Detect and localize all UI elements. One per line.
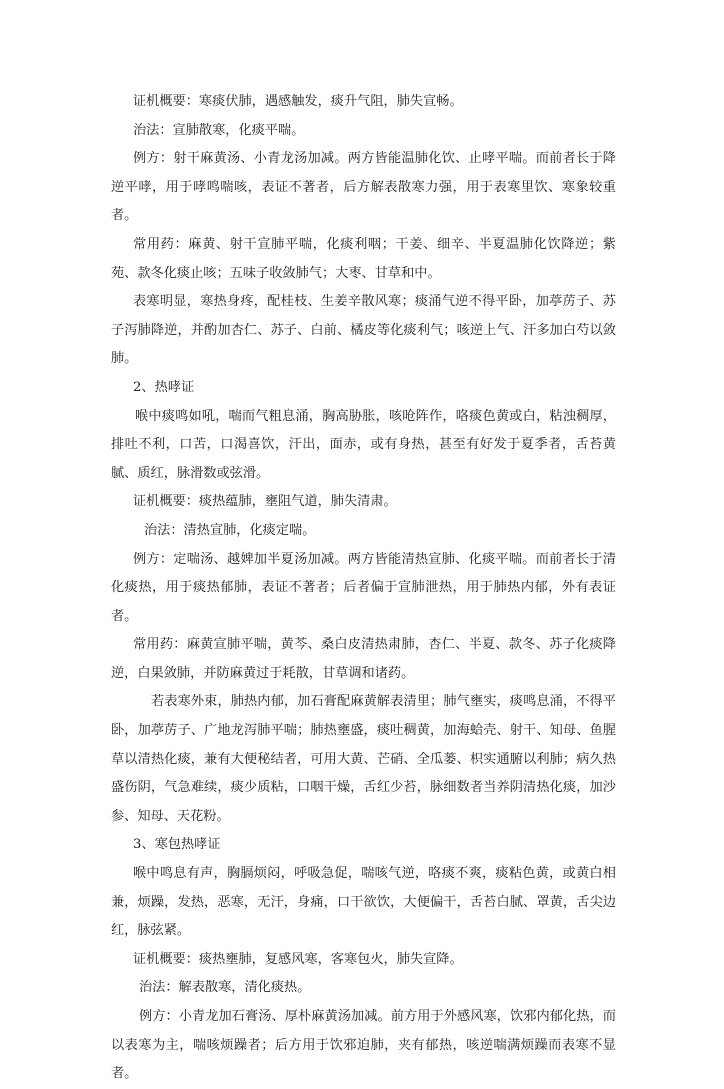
paragraph-symptoms-3: 喉中鸣息有声，胸膈烦闷，呼吸急促，喘咳气逆，咯痰不爽，痰粘色黄，或黄白相兼，烦躁，发热，恶寒，无汗，身痛，口干欲饮，大便偏干，舌苔白腻、罩黄，舌尖边红，脉弦紧。 — [111, 866, 616, 939]
paragraph-formula-1: 例方：射干麻黄汤、小青龙汤加减。两方皆能温肺化饮、止哮平喘。而前者长于降逆平哮，用于哮鸣喘咳，表证不著者，后方解表散寒力强，用于表寒里饮、寒象较重者。 — [111, 151, 616, 224]
paragraph-treatment-1: 治法：宣肺散寒，化痰平喘。 — [133, 122, 305, 138]
paragraph-symptoms-2: 喉中痰鸣如吼，喘而气粗息涌，胸高胁胀，咳呛阵作，咯痰色黄或白，粘浊稠厚，排吐不利，口苦，口渴喜饮，汗出，面赤，或有身热，甚至有好发于夏季者，舌苔黄腻、质红，脉滑数或弦滑。 — [111, 408, 616, 481]
paragraph-herbs-1: 常用药：麻黄、射干宣肺平喘，化痰利咽；干姜、细辛、半夏温肺化饮降逆；紫苑、款冬化痰止咳；五味子收敛肺气；大枣、甘草和中。 — [111, 236, 616, 281]
paragraph-modification-2: 若表寒外束，肺热内郁，加石膏配麻黄解表清里；肺气壅实，痰鸣息涌，不得平卧，加葶苈子、广地龙泻肺平喘；肺热壅盛，痰吐稠黄，加海蛤壳、射干、知母、鱼腥草以清热化痰，兼有大便秘结者，可用大黄、芒硝、全瓜蒌、枳实通腑以利肺；病久热盛伤阴，气急难续，痰少质粘，口咽干燥，舌红少苔，脉细数者当养阴清热化痰，加沙参、知母、天花粉。 — [111, 694, 616, 824]
paragraph-formula-2: 例方：定喘汤、越婢加半夏汤加减。两方皆能清热宣肺、化痰平喘。而前者长于清化痰热，用于痰热郁肺，表证不著者；后者偏于宣肺泄热，用于肺热内郁，外有表证者。 — [111, 551, 616, 624]
paragraph-formula-3: 例方：小青龙加石膏汤、厚朴麻黄汤加减。前方用于外感风寒，饮邪内郁化热，而以表寒为主，喘咳烦躁者；后方用于饮邪迫肺，夹有郁热，咳逆喘满烦躁而表寒不显者。 — [111, 1009, 616, 1082]
paragraph-mechanism-1: 证机概要：寒痰伏肺，遇感触发，痰升气阻，肺失宣畅。 — [133, 94, 463, 109]
section-heading-cold-wrapping-heat: 3、寒包热哮证 — [133, 837, 221, 853]
paragraph-mechanism-2: 证机概要：痰热蕴肺，壅阻气道，肺失清肃。 — [133, 494, 397, 510]
paragraph-treatment-2: 治法：清热宣肺，化痰定喘。 — [144, 522, 316, 538]
paragraph-treatment-3: 治法：解表散寒，清化痰热。 — [139, 980, 311, 996]
paragraph-modification-1: 表寒明显，寒热身疼，配桂枝、生姜辛散风寒；痰涌气逆不得平卧，加葶苈子、苏子泻肺降逆，并酌加杏仁、苏子、白前、橘皮等化痰利气；咳逆上气、汗多加白芍以敛肺。 — [111, 294, 616, 367]
paragraph-mechanism-3: 证机概要：痰热壅肺，复感风寒，客寒包火，肺失宣降。 — [133, 951, 463, 967]
paragraph-herbs-2: 常用药：麻黄宣肺平喘，黄芩、桑白皮清热肃肺，杏仁、半夏、款冬、苏子化痰降逆，白果敛肺，并防麻黄过于耗散，甘草调和诸药。 — [111, 637, 616, 681]
section-heading-heat-wheezing: 2、热哮证 — [133, 379, 195, 395]
